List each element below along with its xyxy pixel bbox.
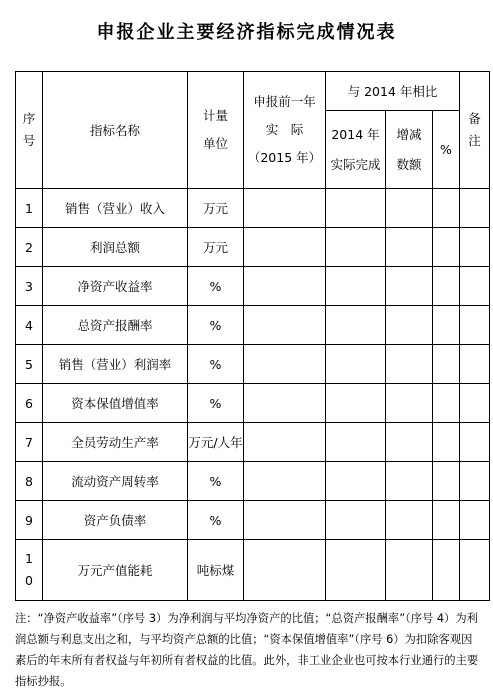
prev-year-cell — [244, 228, 326, 267]
row-number: 6 — [16, 384, 43, 423]
row-number: 1 0 — [16, 540, 43, 601]
unit-cell: 吨标煤 — [188, 540, 244, 601]
remark-cell — [460, 462, 490, 501]
change-cell — [386, 540, 433, 601]
actual-2014-cell — [326, 228, 386, 267]
actual-2014-cell — [326, 267, 386, 306]
header-prev-year-actual: 申报前一年 实 际 （2015 年） — [244, 72, 326, 189]
percent-cell — [433, 267, 460, 306]
indicator-name: 销售（营业）利润率 — [43, 345, 188, 384]
unit-cell: 万元/人年 — [188, 423, 244, 462]
change-cell — [386, 228, 433, 267]
indicator-table — [15, 71, 490, 601]
row-number: 2 — [16, 228, 43, 267]
percent-cell — [433, 501, 460, 540]
change-cell — [386, 306, 433, 345]
change-cell — [386, 501, 433, 540]
indicator-name: 流动资产周转率 — [43, 462, 188, 501]
table-row — [16, 462, 490, 501]
prev-year-cell — [244, 423, 326, 462]
percent-cell — [433, 384, 460, 423]
unit-cell: % — [188, 462, 244, 501]
row-number: 1 — [16, 189, 43, 228]
change-cell — [386, 189, 433, 228]
unit-cell: % — [188, 267, 244, 306]
unit-cell: 万元 — [188, 189, 244, 228]
percent-cell — [433, 306, 460, 345]
prev-year-cell — [244, 189, 326, 228]
table-row — [16, 384, 490, 423]
actual-2014-cell — [326, 540, 386, 601]
row-number: 9 — [16, 501, 43, 540]
table-row — [16, 306, 490, 345]
percent-cell — [433, 189, 460, 228]
change-cell — [386, 462, 433, 501]
table-row — [16, 189, 490, 228]
prev-year-cell — [244, 384, 326, 423]
prev-year-cell — [244, 345, 326, 384]
prev-year-cell — [244, 267, 326, 306]
row-number: 4 — [16, 306, 43, 345]
remark-cell — [460, 540, 490, 601]
prev-year-cell — [244, 462, 326, 501]
unit-cell: % — [188, 345, 244, 384]
indicator-name: 利润总额 — [43, 228, 188, 267]
unit-cell: % — [188, 384, 244, 423]
change-cell — [386, 345, 433, 384]
unit-cell: 万元 — [188, 228, 244, 267]
table-row — [16, 345, 490, 384]
percent-cell — [433, 462, 460, 501]
indicator-name: 万元产值能耗 — [43, 540, 188, 601]
remark-cell — [460, 501, 490, 540]
table-row — [16, 423, 490, 462]
remark-cell — [460, 267, 490, 306]
row-number: 7 — [16, 423, 43, 462]
remark-cell — [460, 384, 490, 423]
table-row — [16, 501, 490, 540]
actual-2014-cell — [326, 462, 386, 501]
row-number: 8 — [16, 462, 43, 501]
header-compare-2014: 与 2014 年相比 — [326, 72, 460, 111]
header-remark: 备 注 — [460, 72, 490, 189]
remark-cell — [460, 189, 490, 228]
unit-cell: % — [188, 306, 244, 345]
prev-year-cell — [244, 306, 326, 345]
remark-cell — [460, 423, 490, 462]
change-cell — [386, 384, 433, 423]
actual-2014-cell — [326, 345, 386, 384]
row-number: 5 — [16, 345, 43, 384]
actual-2014-cell — [326, 423, 386, 462]
table-row — [16, 540, 490, 601]
remark-cell — [460, 345, 490, 384]
percent-cell — [433, 423, 460, 462]
remark-cell — [460, 228, 490, 267]
change-cell — [386, 267, 433, 306]
percent-cell — [433, 540, 460, 601]
header-change-amount: 增减 数额 — [386, 111, 433, 189]
indicator-name: 总资产报酬率 — [43, 306, 188, 345]
prev-year-cell — [244, 501, 326, 540]
table-row — [16, 228, 490, 267]
indicator-name: 全员劳动生产率 — [43, 423, 188, 462]
header-indicator-name: 指标名称 — [43, 72, 188, 189]
row-number: 3 — [16, 267, 43, 306]
table-row — [16, 267, 490, 306]
prev-year-cell — [244, 540, 326, 601]
actual-2014-cell — [326, 501, 386, 540]
indicator-name: 销售（营业）收入 — [43, 189, 188, 228]
page-title: 申报企业主要经济指标完成情况表 — [96, 22, 397, 43]
indicator-name: 净资产收益率 — [43, 267, 188, 306]
actual-2014-cell — [326, 189, 386, 228]
indicator-name: 资本保值增值率 — [43, 384, 188, 423]
percent-cell — [433, 228, 460, 267]
header-2014-actual: 2014 年 实际完成 — [326, 111, 386, 189]
change-cell — [386, 423, 433, 462]
header-percent: % — [433, 111, 460, 189]
actual-2014-cell — [326, 384, 386, 423]
footnote: 注：“净资产收益率”（序号 3）为净利润与平均净资产的比值；“总资产报酬率”（序号 4）为利润总额与利息支出之和，与平均资产总额的比值；“资本保值增值率”（序号 6）为扣除客观因素后的年末所有者权益与年初所有者权益的比值。此外，非工业企业也可按本行业通行的主要指标抄报。 — [15, 612, 479, 688]
actual-2014-cell — [326, 306, 386, 345]
remark-cell — [460, 306, 490, 345]
header-unit: 计量 单位 — [188, 72, 244, 189]
percent-cell — [433, 345, 460, 384]
indicator-name: 资产负债率 — [43, 501, 188, 540]
unit-cell: % — [188, 501, 244, 540]
header-seq: 序 号 — [16, 72, 43, 189]
